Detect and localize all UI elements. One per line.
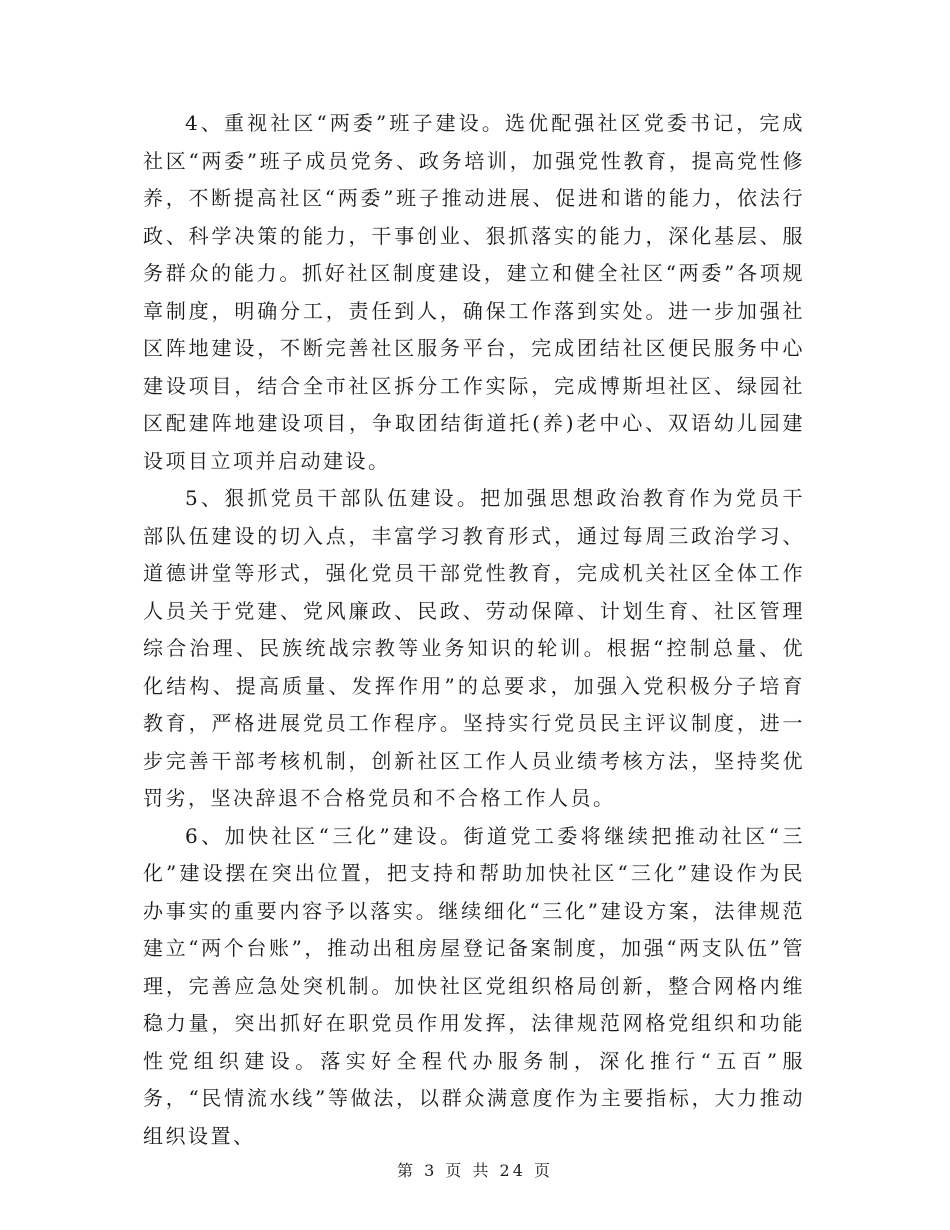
paragraph-item-6: 6、加快社区“三化”建设。街道党工委将继续把推动社区“三化”建设摆在突出位置，把支持和帮助加快社区“三化”建设作为民办事实的重要内容予以落实。继续细化“三化”建设方案，法律规范建立“两个台账”，推动出租房屋登记备案制度，加强“两支队伍”管理，完善应急处突机制。加快社区党组织格局创新，整合网格内维稳力量，突出抓好在职党员作用发挥，法律规范网格党组织和功能性党组织建设。落实好全程代办服务制，深化推行“五百”服务，“民情流水线”等做法，以群众满意度作为主要指标，大力推动组织设置、	[143, 823, 805, 1148]
page-number-footer: 第 3 页 共 24 页	[397, 1161, 553, 1180]
paragraph-item-5: 5、狠抓党员干部队伍建设。把加强思想政治教育作为党员干部队伍建设的切入点，丰富学习教育形式，通过每周三政治学习、道德讲堂等形式，强化党员干部党性教育，完成机关社区全体工作人员关于党建、党风廉政、民政、劳动保障、计划生育、社区管理综合治理、民族统战宗教等业务知识的轮训。根据“控制总量、优化结构、提高质量、发挥作用”的总要求，加强入党积极分子培育教育，严格进展党员工作程序。坚持实行党员民主评议制度，进一步完善干部考核机制，创新社区工作人员业绩考核方法，坚持奖优罚劣，坚决辞退不合格党员和不合格工作人员。	[143, 486, 805, 810]
document-body	[143, 105, 805, 1155]
paragraph-item-4: 4、重视社区“两委”班子建设。选优配强社区党委书记，完成社区“两委”班子成员党务、政务培训，加强党性教育，提高党性修养，不断提高社区“两委”班子推动进展、促进和谐的能力，依法行政、科学决策的能力，干事创业、狠抓落实的能力，深化基层、服务群众的能力。抓好社区制度建设，建立和健全社区“两委”各项规章制度，明确分工，责任到人，确保工作落到实处。进一步加强社区阵地建设，不断完善社区服务平台，完成团结社区便民服务中心建设项目，结合全市社区拆分工作实际，完成博斯坦社区、绿园社区配建阵地建设项目，争取团结街道托(养)老中心、双语幼儿园建设项目立项并启动建设。	[143, 111, 805, 473]
